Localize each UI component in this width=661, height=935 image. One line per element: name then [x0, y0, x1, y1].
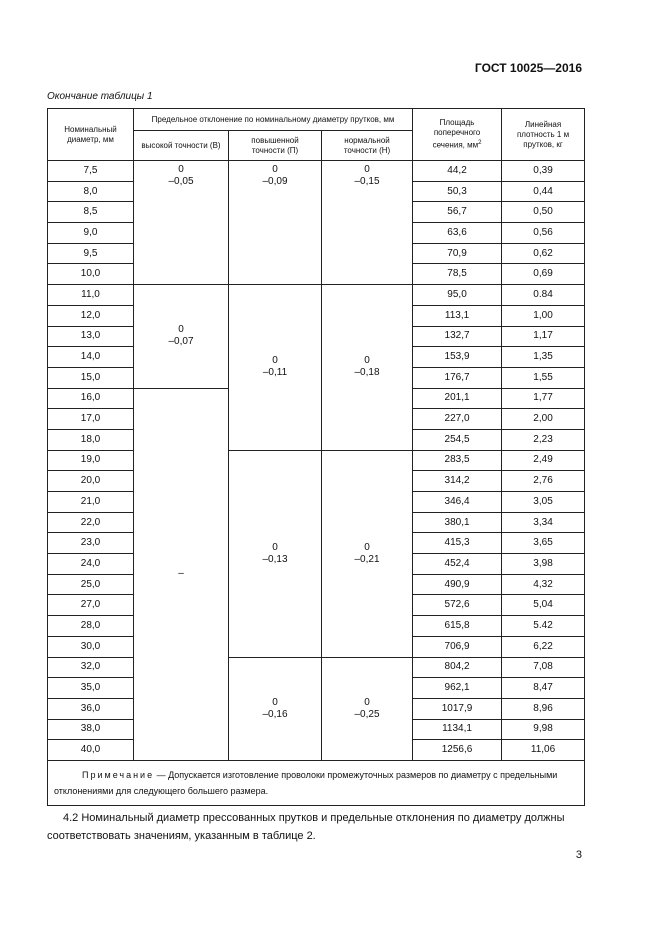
diameter-cell: 23,0	[48, 533, 134, 554]
area-cell: 572,6	[413, 595, 502, 616]
deviation-lower: –0,13	[262, 553, 288, 565]
deviation-upper: 0	[178, 164, 184, 175]
area-cell: 153,9	[413, 347, 502, 368]
area-cell: 415,3	[413, 533, 502, 554]
table-row	[48, 657, 585, 678]
body-paragraph	[47, 809, 587, 845]
diameter-cell: 27,0	[48, 595, 134, 616]
density-cell: 2,76	[502, 471, 585, 492]
density-cell: 1,17	[502, 326, 585, 347]
deviation-lower: –0,16	[262, 708, 288, 720]
density-cell: 3,34	[502, 512, 585, 533]
diameter-cell: 9,5	[48, 243, 134, 264]
area-cell: 70,9	[413, 243, 502, 264]
deviation-lower: –0,05	[168, 176, 194, 187]
header-area-text: Площадь поперечного сечения, мм	[432, 118, 481, 150]
diameter-cell: 13,0	[48, 326, 134, 347]
density-cell: 2,00	[502, 409, 585, 430]
table-row	[48, 285, 585, 306]
deviation-lower: –0,18	[354, 367, 380, 379]
header-high-accuracy: высокой точности (В)	[134, 131, 229, 161]
diameter-cell: 35,0	[48, 678, 134, 699]
area-cell: 44,2	[413, 161, 502, 182]
density-cell: 1,77	[502, 388, 585, 409]
deviation-upper: 0	[364, 541, 370, 553]
diameter-cell: 32,0	[48, 657, 134, 678]
area-cell: 1134,1	[413, 719, 502, 740]
deviation-normal-cell	[322, 657, 413, 760]
area-cell: 804,2	[413, 657, 502, 678]
diameter-cell: 38,0	[48, 719, 134, 740]
diameter-cell: 17,0	[48, 409, 134, 430]
area-cell: 346,4	[413, 492, 502, 513]
table-note	[48, 760, 585, 805]
area-cell: 490,9	[413, 574, 502, 595]
document-id: ГОСТ 10025—2016	[474, 61, 582, 75]
density-cell: 3,98	[502, 554, 585, 575]
deviation-lower: –0,25	[354, 708, 380, 720]
density-cell: 0,44	[502, 181, 585, 202]
density-cell: 0,69	[502, 264, 585, 285]
density-cell: 3,05	[502, 492, 585, 513]
diameter-cell: 28,0	[48, 616, 134, 637]
diameter-cell: 36,0	[48, 698, 134, 719]
note-label: Примечание	[82, 769, 155, 780]
area-cell: 962,1	[413, 678, 502, 699]
diameter-cell: 19,0	[48, 450, 134, 471]
deviation-increased-cell	[229, 285, 322, 451]
diameter-cell: 10,0	[48, 264, 134, 285]
deviation-lower: –0,09	[262, 176, 288, 187]
density-cell: 2,49	[502, 450, 585, 471]
deviation-increased-cell	[229, 657, 322, 760]
diameter-cell: 12,0	[48, 305, 134, 326]
deviation-normal-cell	[322, 450, 413, 657]
density-cell: 5,04	[502, 595, 585, 616]
density-cell: 5.42	[502, 616, 585, 637]
diameter-cell: 9,0	[48, 223, 134, 244]
density-cell: 0.84	[502, 285, 585, 306]
diameter-cell: 25,0	[48, 574, 134, 595]
header-linear-density: Линейная плотность 1 м прутков, кг	[502, 109, 585, 161]
density-cell: 8,47	[502, 678, 585, 699]
deviation-dash: –	[178, 568, 184, 580]
density-cell: 0,56	[502, 223, 585, 244]
diameter-cell: 7,5	[48, 161, 134, 182]
density-cell: 1,55	[502, 367, 585, 388]
deviation-lower: –0,07	[168, 336, 194, 348]
table-row	[48, 450, 585, 471]
diameter-cell: 21,0	[48, 492, 134, 513]
area-cell: 78,5	[413, 264, 502, 285]
deviation-upper: 0	[272, 696, 278, 708]
header-nominal-diameter: Номинальный диаметр, мм	[48, 109, 134, 161]
density-cell: 1,00	[502, 305, 585, 326]
deviation-upper: 0	[272, 164, 278, 175]
header-area	[413, 109, 502, 161]
density-cell: 8,96	[502, 698, 585, 719]
area-cell: 176,7	[413, 367, 502, 388]
area-cell: 56,7	[413, 202, 502, 223]
header-area-superscript: 2	[478, 140, 482, 147]
deviation-upper: 0	[364, 696, 370, 708]
area-cell: 314,2	[413, 471, 502, 492]
deviation-upper: 0	[178, 324, 184, 336]
header-deviation-group: Предельное отклонение по номинальному диаметру прутков, мм	[134, 109, 413, 131]
density-cell: 3,65	[502, 533, 585, 554]
deviation-lower: –0,21	[354, 553, 380, 565]
deviation-upper: 0	[272, 541, 278, 553]
density-cell: 0,50	[502, 202, 585, 223]
diameter-cell: 22,0	[48, 512, 134, 533]
area-cell: 452,4	[413, 554, 502, 575]
area-cell: 1256,6	[413, 740, 502, 761]
area-cell: 132,7	[413, 326, 502, 347]
diameter-cell: 40,0	[48, 740, 134, 761]
table-caption: Окончание таблицы 1	[47, 91, 153, 102]
area-cell: 113,1	[413, 305, 502, 326]
note-text: — Допускается изготовление проволоки промежуточных размеров по диаметру с предельными отклонениями для следующего большего размера.	[54, 769, 558, 796]
deviation-high-cell	[134, 388, 229, 760]
deviation-upper: 0	[272, 355, 278, 367]
density-cell: 0,39	[502, 161, 585, 182]
area-cell: 615,8	[413, 616, 502, 637]
area-cell: 201,1	[413, 388, 502, 409]
table-note-row	[48, 760, 585, 805]
diameter-cell: 20,0	[48, 471, 134, 492]
paragraph-text: 4.2 Номинальный диаметр прессованных прутков и предельные отклонения по диаметру должны соответствовать значениям, указанным в таблице 2.	[47, 812, 565, 842]
area-cell: 50,3	[413, 181, 502, 202]
area-cell: 380,1	[413, 512, 502, 533]
density-cell: 9,98	[502, 719, 585, 740]
page-number: 3	[575, 849, 582, 861]
density-cell: 4,32	[502, 574, 585, 595]
diameter-cell: 16,0	[48, 388, 134, 409]
density-cell: 1,35	[502, 347, 585, 368]
area-cell: 227,0	[413, 409, 502, 430]
deviation-upper: 0	[364, 164, 370, 175]
deviation-lower: –0,11	[262, 367, 288, 379]
density-cell: 0,62	[502, 243, 585, 264]
deviation-increased-cell	[229, 161, 322, 285]
deviation-normal-cell	[322, 285, 413, 451]
diameter-cell: 18,0	[48, 429, 134, 450]
header-increased-accuracy: повышенной точности (П)	[229, 131, 322, 161]
diameter-cell: 24,0	[48, 554, 134, 575]
dimensions-table	[47, 108, 585, 806]
diameter-cell: 30,0	[48, 636, 134, 657]
deviation-high-cell	[134, 285, 229, 388]
deviation-normal-cell	[322, 161, 413, 285]
density-cell: 11,06	[502, 740, 585, 761]
deviation-increased-cell	[229, 450, 322, 657]
area-cell: 706,9	[413, 636, 502, 657]
header-normal-accuracy: нормальной точности (Н)	[322, 131, 413, 161]
area-cell: 95,0	[413, 285, 502, 306]
deviation-lower: –0,15	[354, 176, 380, 187]
table-row	[48, 161, 585, 182]
density-cell: 2,23	[502, 429, 585, 450]
deviation-upper: 0	[364, 355, 370, 367]
diameter-cell: 15,0	[48, 367, 134, 388]
area-cell: 1017,9	[413, 698, 502, 719]
diameter-cell: 14,0	[48, 347, 134, 368]
diameter-cell: 11,0	[48, 285, 134, 306]
area-cell: 254,5	[413, 429, 502, 450]
area-cell: 63,6	[413, 223, 502, 244]
diameter-cell: 8,0	[48, 181, 134, 202]
density-cell: 6,22	[502, 636, 585, 657]
diameter-cell: 8,5	[48, 202, 134, 223]
deviation-high-cell	[134, 161, 229, 285]
area-cell: 283,5	[413, 450, 502, 471]
density-cell: 7,08	[502, 657, 585, 678]
